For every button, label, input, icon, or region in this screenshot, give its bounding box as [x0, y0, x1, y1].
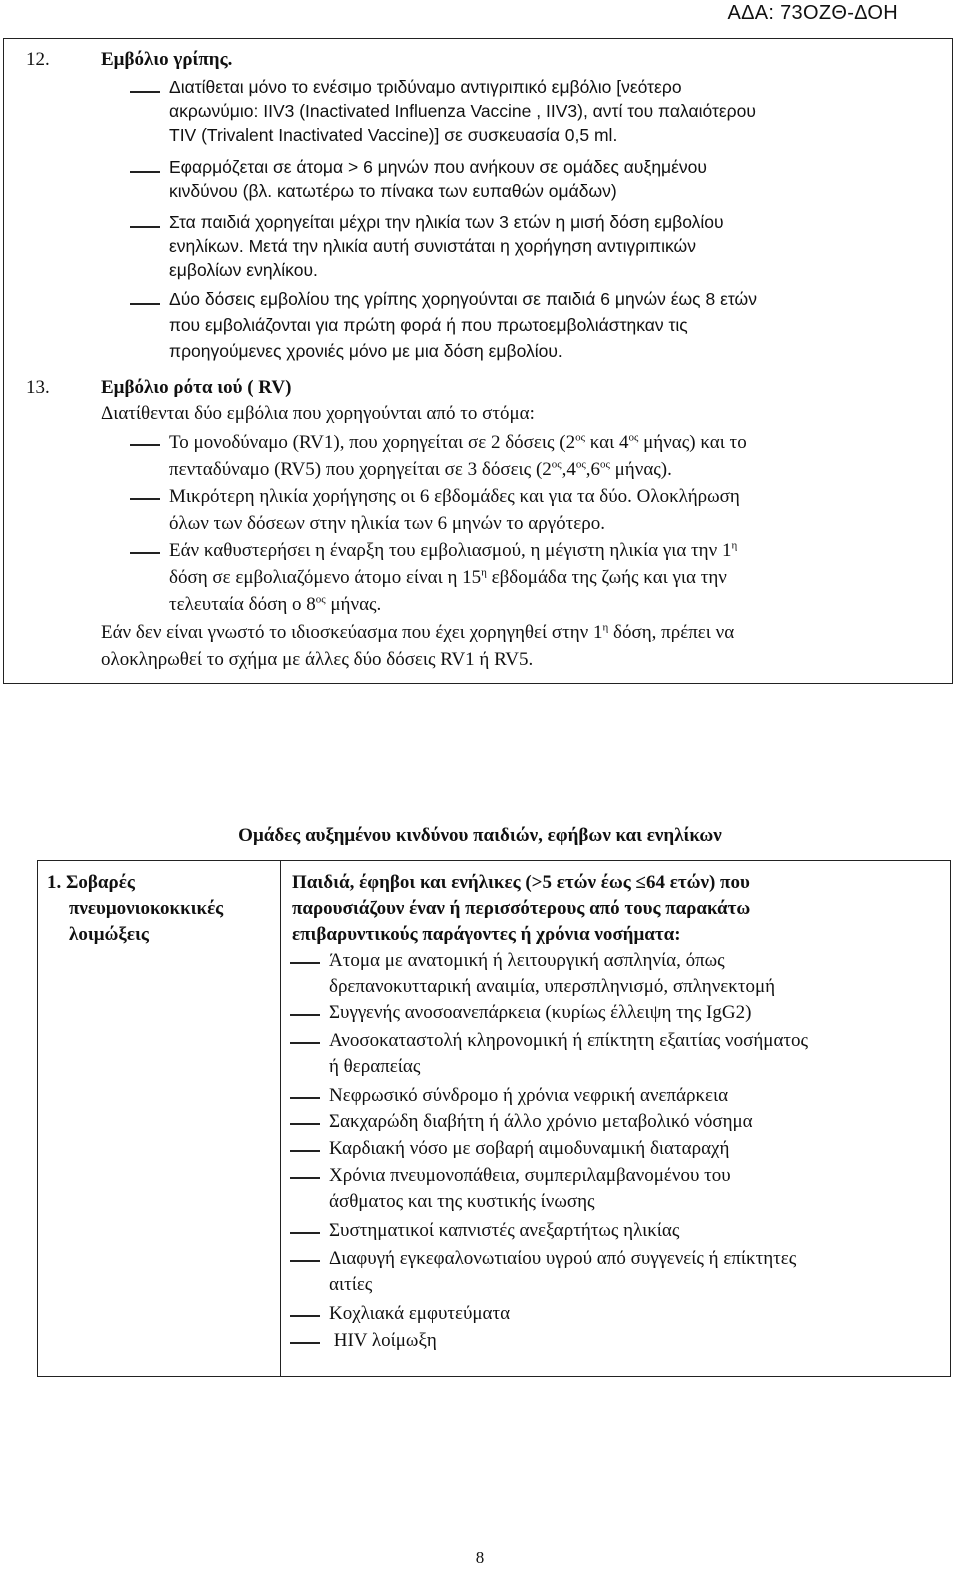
s13-line-3: Μικρότερη ηλικία χορήγησης οι 6 εβδομάδες και για τα δύο. Ολοκλήρωση: [169, 486, 740, 507]
criteria-header-2: παρουσιάζουν έναν ή περισσότερους από τους παρακάτω: [292, 898, 751, 919]
s13-line-4: όλων των δόσεων στην ηλικία των 6 μηνών το αργότερο.: [169, 513, 605, 534]
bullet-dash: [290, 1342, 320, 1344]
bullet-dash: [130, 498, 160, 500]
bullet-dash: [130, 91, 160, 93]
risk-item: Νεφρωσικό σύνδρομο ή χρόνια νεφρική ανεπάρκεια: [329, 1085, 729, 1106]
condition-line-3: λοιμώξεις: [69, 924, 149, 945]
risk-item-cont: άσθματος και της κυστικής ίνωσης: [329, 1191, 595, 1212]
vaccine-notes-box: [3, 38, 953, 684]
document-id: ΑΔΑ: 73ΟΖΘ-ΔΟΗ: [727, 2, 898, 24]
criteria-header-1: Παιδιά, έφηβοι και ενήλικες (>5 ετών έως ≤64 ετών) που: [292, 872, 750, 893]
s13-intro: Διατίθενται δύο εμβόλια που χορηγούνται από το στόμα:: [101, 403, 535, 424]
s13-line-2: πενταδύναμο (RV5) που χορηγείται σε 3 δόσεις ($2^{o\varsigma},4^{o\varsigma},6^{o\varsigma}$ μήνας).: [169, 458, 672, 480]
bullet-dash: [130, 552, 160, 554]
s12-line-1: Διατίθεται μόνο το ενέσιμο τριδύναμο αντιγριπικό εμβόλιο [νεότερο: [169, 77, 682, 97]
s12-line-5: κινδύνου (βλ. κατωτέρω το πίνακα των ευπαθών ομάδων): [169, 181, 617, 201]
bullet-dash: [130, 303, 160, 305]
condition-line-1: 1. Σοβαρές: [47, 872, 135, 893]
bullet-dash: [290, 1260, 320, 1262]
s13-line-6: δόση σε εμβολιαζόμενο άτομο είναι η $15^\eta$ εβδομάδα της ζωής και για την: [169, 566, 727, 588]
s12-line-6: Στα παιδιά χορηγείται μέχρι την ηλικία των 3 ετών η μισή δόση εμβολίου: [169, 212, 724, 232]
bullet-dash: [290, 1097, 320, 1099]
bullet-dash: [290, 1177, 320, 1179]
risk-item: Άτομα με ανατομική ή λειτουργική ασπληνία, όπως: [329, 950, 725, 971]
bullet-dash: [130, 171, 160, 173]
s13-line-8: Εάν δεν είναι γνωστό το ιδιοσκεύασμα που έχει χορηγηθεί στην $1^\eta$ δόση, πρέπει να: [101, 621, 735, 643]
criteria-header-3: επιβαρυντικούς παράγοντες ή χρόνια νοσήματα:: [292, 924, 681, 945]
bullet-dash: [290, 1232, 320, 1234]
risk-item: HIV λοίμωξη: [329, 1330, 437, 1351]
risk-groups-table: [37, 860, 951, 1377]
bullet-dash: [290, 1315, 320, 1317]
s13-line-5: Εάν καθυστερήσει η έναρξη του εμβολιασμού, η μέγιστη ηλικία για την $1^\eta$: [169, 539, 738, 561]
s12-line-7: ενηλίκων. Μετά την ηλικία αυτή συνιστάται η χορήγηση αντιγριπικών: [169, 236, 696, 256]
s12-line-9: Δύο δόσεις εμβολίου της γρίπης χορηγούνται σε παιδιά 6 μηνών έως 8 ετών: [169, 289, 757, 309]
section-12-number: 12.: [26, 49, 50, 70]
section-12-title: Εμβόλιο γρίπης.: [101, 49, 233, 70]
s12-line-4: Εφαρμόζεται σε άτομα > 6 μηνών που ανήκουν σε ομάδες αυξημένου: [169, 157, 707, 177]
s13-line-9: ολοκληρωθεί το σχήμα με άλλες δύο δόσεις RV1 ή RV5.: [101, 649, 534, 670]
bullet-dash: [290, 1042, 320, 1044]
s12-line-2: ακρωνύμιο: IIV3 (Inactivated Influenza Vaccine , IIV3), αντί του παλαιότερου: [169, 101, 756, 121]
page-number: 8: [475, 1548, 485, 1567]
bullet-dash: [130, 444, 160, 446]
bullet-dash: [290, 1014, 320, 1016]
risk-item: Σακχαρώδη διαβήτη ή άλλο χρόνιο μεταβολικό νόσημα: [329, 1111, 753, 1132]
risk-item: Καρδιακή νόσο με σοβαρή αιμοδυναμική διαταραχή: [329, 1138, 730, 1159]
section-13-title: Εμβόλιο ρότα ιού ( RV): [101, 377, 292, 398]
risk-item: Συγγενής ανοσοανεπάρκεια (κυρίως έλλειψη της IgG2): [329, 1002, 752, 1023]
s12-line-3: TIV (Trivalent Inactivated Vaccine)] σε συσκευασία 0,5 ml.: [169, 125, 618, 145]
risk-item: Κοχλιακά εμφυτεύματα: [329, 1303, 511, 1324]
condition-line-2: πνευμονιοκοκκικές: [69, 898, 224, 919]
risk-groups-title: Ομάδες αυξημένου κινδύνου παιδιών, εφήβων και ενηλίκων: [238, 825, 722, 846]
s12-line-10: που εμβολιάζονται για πρώτη φορά ή που πρωτοεμβολιάστηκαν τις: [169, 315, 688, 335]
bullet-dash: [290, 962, 320, 964]
bullet-dash: [290, 1150, 320, 1152]
risk-item: Ανοσοκαταστολή κληρονομική ή επίκτητη εξαιτίας νοσήματος: [329, 1030, 809, 1051]
risk-item: Χρόνια πνευμονοπάθεια, συμπεριλαμβανομένου του: [329, 1165, 731, 1186]
risk-item: Διαφυγή εγκεφαλονωτιαίου υγρού από συγγενείς ή επίκτητες: [329, 1248, 797, 1269]
risk-item: Συστηματικοί καπνιστές ανεξαρτήτως ηλικίας: [329, 1220, 680, 1241]
s12-line-11: προηγούμενες χρονιές μόνο με μια δόση εμβολίου.: [169, 341, 563, 361]
s13-line-7: τελευταία δόση ο $8^{o\varsigma}$ μήνας.: [169, 593, 382, 615]
risk-item-cont: αιτίες: [329, 1274, 373, 1295]
s12-line-8: εμβολίων ενηλίκου.: [169, 260, 318, 280]
column-divider: [280, 860, 281, 1377]
bullet-dash: [290, 1123, 320, 1125]
risk-item-cont: δρεπανοκυτταρική αναιμία, υπερσπληνισμό, σπληνεκτομή: [329, 976, 776, 997]
section-13-number: 13.: [26, 377, 50, 398]
risk-item-cont: ή θεραπείας: [329, 1056, 421, 1077]
s13-line-1: Το μονοδύναμο (RV1), που χορηγείται σε 2 δόσεις ($2^{o\varsigma}$ και $4^{o\varsigma}$ μήνας) και το: [169, 431, 747, 453]
bullet-dash: [130, 226, 160, 228]
